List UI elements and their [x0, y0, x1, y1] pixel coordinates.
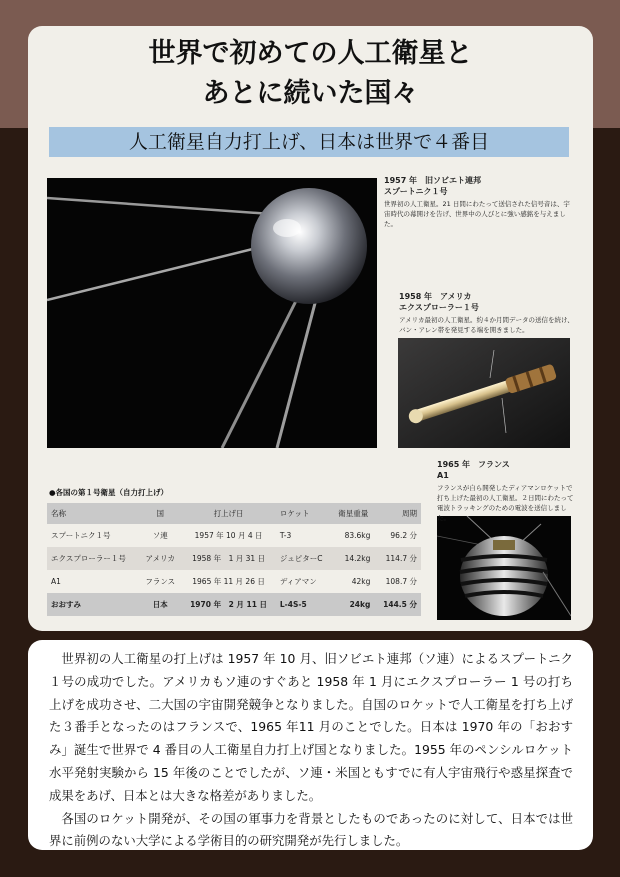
- table-cell: 83.6kg: [344, 531, 371, 540]
- column-header: 打上げ日: [181, 503, 276, 524]
- caption-year-country: 1957 年 旧ソビエト連邦: [384, 176, 482, 185]
- column-header: 名称: [47, 503, 139, 524]
- caption-year-country: 1958 年 アメリカ: [399, 292, 472, 301]
- column-header: 衛星重量: [332, 503, 374, 524]
- table-cell: スプートニク１号: [51, 531, 111, 540]
- table-row: [47, 524, 421, 547]
- table-cell: 1970 年 2 月 11 日: [181, 593, 276, 616]
- title-line-2: あとに続いた国々: [202, 78, 419, 109]
- sputnik-satellite-photo: [47, 178, 377, 448]
- caption-body: 世界初の人工衛星。21 日間にわたって送信された信号音は、宇宙時代の幕開けを告げ、世界中の人びとに強い感銘を与えました。: [384, 200, 570, 228]
- caption-a1: [437, 459, 577, 523]
- table-cell: A1: [51, 577, 61, 586]
- table-row: [47, 570, 421, 593]
- subtitle-banner: 人工衛星自力打上げ、日本は世界で４番目: [49, 127, 569, 157]
- title-line-1: 世界で初めての人工衛星と: [148, 38, 473, 69]
- caption-satellite-name: A1: [437, 471, 449, 480]
- table-cell: 114.7 分: [374, 547, 421, 570]
- table-cell: L-4S-5: [276, 593, 332, 616]
- table-title: ●各国の第１号衛星（自力打上げ）: [49, 488, 169, 497]
- page-title: [28, 34, 593, 114]
- body-paragraph-1: 世界初の人工衛星の打上げは 1957 年 10 月、旧ソビエト連邦（ソ連）によるスプートニク１号の成功でした。アメリカもソ連のすぐあと 1958 年 1 月にエクスプローラー 1 号の打ち上げを成功させ、二大国の宇宙開発競争となりました。自国のロケットで人工衛星を打ち上げた３番手となったのはフランスで、1965 年11 月のことでした。日本は 1970 年の「おおすみ」誕生で世界で 4 番目の人工衛星自力打上げ国となりました。1955 年のペンシルロケット水平発射実験から 15 年後のことでしたが、ソ連・米国ともすでに有人宇宙飛行や惑星探査で成果をあげ、日本とは大きな格差がありました。: [49, 651, 573, 803]
- column-header: 周期: [374, 503, 421, 524]
- body-paragraph-2: 各国のロケット開発が、その国の軍事力を背景としたものであったのに対して、日本では世界に前例のない大学による学術目的の研究開発が先行しました。: [49, 810, 573, 849]
- table-row: [47, 547, 421, 570]
- table-cell: 14.2kg: [332, 547, 374, 570]
- table-cell: フランス: [145, 577, 176, 586]
- table-cell: T-3: [279, 531, 292, 540]
- table-cell: 日本: [139, 593, 181, 616]
- column-header: 国: [139, 503, 181, 524]
- explorer-satellite-photo: [398, 338, 570, 448]
- table-header-row: [47, 503, 421, 524]
- body-text: [49, 648, 573, 853]
- column-header: ロケット: [276, 503, 332, 524]
- caption-body: フランスが自ら開発したディアマンロケットで打ち上げた最初の人工衛星。２日間にわたって電波トラッキングのための電波を送信しました。: [437, 484, 574, 522]
- caption-satellite-name: スプートニク１号: [384, 187, 448, 196]
- a1-satellite-photo: [437, 516, 571, 620]
- table-cell: 1958 年 1 月 31 日: [181, 547, 276, 570]
- table-cell: 1957 年 10 月 4 日: [194, 531, 263, 540]
- table-cell: 96.2 分: [390, 531, 417, 540]
- caption-explorer: [399, 291, 577, 335]
- table-cell: エクスプローラー１号: [47, 547, 139, 570]
- table-cell: おおすみ: [47, 593, 139, 616]
- table-cell: ソ連: [152, 531, 168, 540]
- caption-satellite-name: エクスプローラー１号: [399, 303, 479, 312]
- table-cell: ジュピターC: [276, 547, 332, 570]
- table-row-ohsumi: [47, 593, 421, 616]
- table-cell: アメリカ: [139, 547, 181, 570]
- table-cell: 144.5 分: [374, 593, 421, 616]
- caption-sputnik: [384, 175, 574, 229]
- caption-year-country: 1965 年 フランス: [437, 460, 510, 469]
- caption-body: アメリカ最初の人工衛星。約４か月間データの送信を続け、バン・アレン帯を発見する端を開きました。: [399, 316, 574, 334]
- satellite-table: [47, 503, 421, 616]
- table-cell: 1965 年 11 月 26 日: [192, 577, 265, 586]
- table-cell: 108.7 分: [385, 577, 417, 586]
- table-cell: 24kg: [332, 593, 374, 616]
- table-cell: 42kg: [351, 577, 371, 586]
- table-cell: ディアマン: [279, 577, 317, 586]
